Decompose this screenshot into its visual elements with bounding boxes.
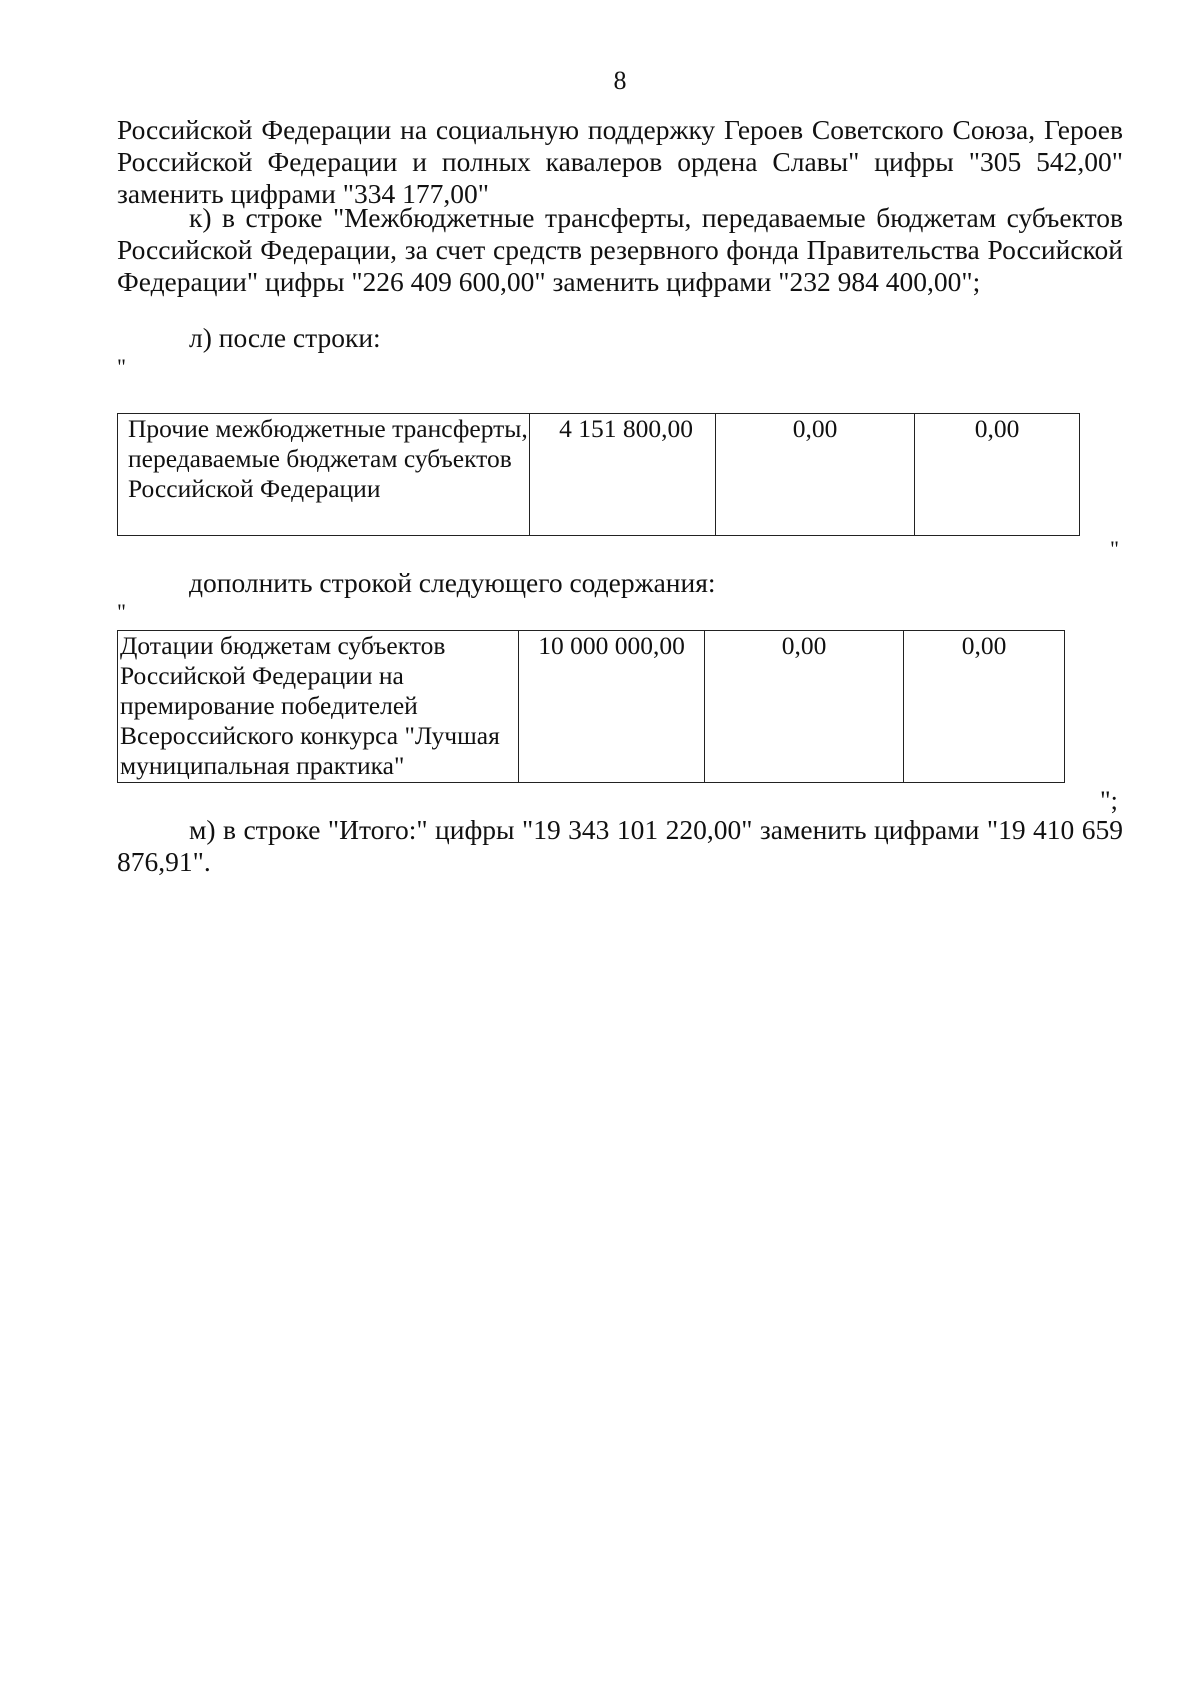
- row-name-cell: Дотации бюджетам субъектов Российской Федерации на премирование победителей Всероссийского конкурса "Лучшая муниципальная практика": [118, 631, 519, 783]
- closing-quote-semicolon: ";: [1100, 786, 1118, 815]
- value-cell-2: 0,00: [705, 631, 904, 783]
- closing-quote-1: ": [1110, 536, 1119, 561]
- value-cell-3: 0,00: [915, 414, 1080, 536]
- value-cell-3: 0,00: [904, 631, 1065, 783]
- paragraph-k: к) в строке "Межбюджетные трансферты, передаваемые бюджетам субъектов Российской Федерации, за счет средств резервного фонда Правительства Российской Федерации" цифры "226 409 600,00" заменить цифрами "232 984 400,00";: [117, 202, 1123, 297]
- row-name-cell: Прочие межбюджетные трансферты, передаваемые бюджетам субъектов Российской Федерации: [118, 414, 530, 536]
- table-row: [118, 631, 1065, 783]
- value-cell-2: 0,00: [716, 414, 915, 536]
- paragraph-m: м) в строке "Итого:" цифры "19 343 101 220,00" заменить цифрами "19 410 659 876,91".: [117, 814, 1123, 877]
- paragraph-add-row: дополнить строкой следующего содержания:: [189, 567, 716, 598]
- paragraph-l: л) после строки:: [189, 322, 381, 353]
- amendment-table-existing-row: [117, 413, 1080, 536]
- opening-quote-2: ": [117, 599, 126, 624]
- paragraph-continuation: Российской Федерации на социальную поддержку Героев Советского Союза, Героев Российской Федерации и полных кавалеров ордена Славы" цифры "305 542,00" заменить цифрами "334 177,00": [117, 114, 1123, 209]
- amendment-table-new-row: [117, 630, 1065, 783]
- table-row: [118, 414, 1080, 536]
- page-number: 8: [613, 66, 627, 95]
- value-cell-1: 10 000 000,00: [519, 631, 705, 783]
- value-cell-1: 4 151 800,00: [530, 414, 716, 536]
- opening-quote-1: ": [117, 354, 126, 379]
